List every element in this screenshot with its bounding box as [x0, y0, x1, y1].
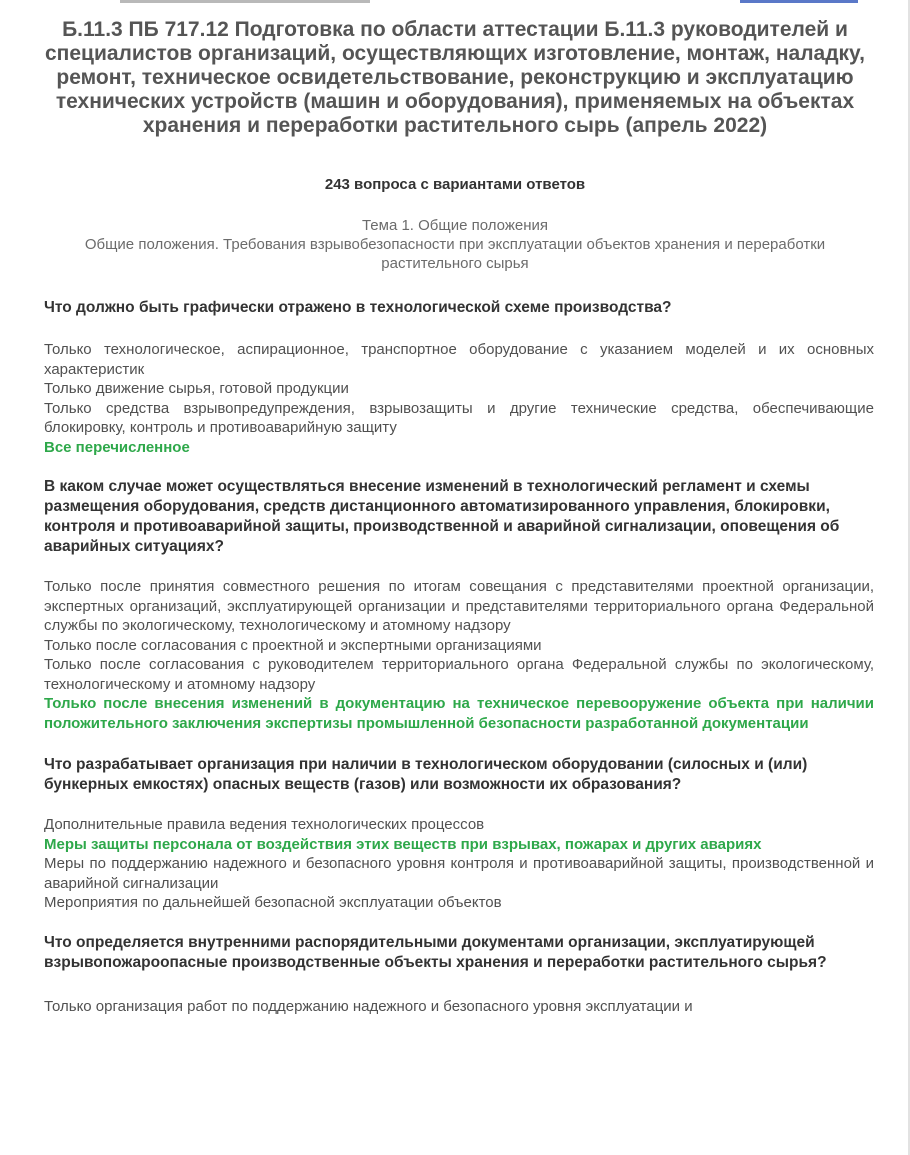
question-block — [44, 477, 874, 733]
correct-answer: Только после внесения изменений в документацию на техническое перевооружение объекта при наличии положительного заключения экспертизы промышленной безопасности разработанной документации — [44, 695, 874, 732]
topic-heading — [30, 216, 880, 273]
document-title: Б.11.3 ПБ 717.12 Подготовка по области аттестации Б.11.3 руководителей и специалистов организаций, осуществляющих изготовление, монтаж, наладку, ремонт, техническое освидетельствование, реконструкцию и эксплуатацию технических устройств (машин и оборудования), применяемых на объектах хранения и переработки растительного сырь (апрель 2022) — [45, 18, 865, 137]
topic-subtitle: Общие положения. Требования взрывобезопасности при эксплуатации объектов хранения и переработки растительного сырья — [84, 236, 826, 272]
cut-off-link-fragment — [740, 0, 858, 3]
answer-option: Мероприятия по дальнейшей безопасной эксплуатации объектов — [44, 894, 502, 911]
question-text: Что определяется внутренними распорядительными документами организации, эксплуатирующей взрывопожароопасные производственные объекты хранения и переработки растительного сырья? — [44, 933, 827, 971]
question-text: Что должно быть графически отражено в технологической схеме производства? — [44, 299, 672, 316]
questions-list — [44, 298, 874, 1032]
answer-option: Только средства взрывопредупреждения, взрывозащиты и другие технические средства, обеспечивающие блокировку, контроль и противоаварийную защиту — [44, 399, 874, 436]
question-block — [44, 933, 874, 1017]
correct-answer: Все перечисленное — [44, 438, 190, 456]
question-text: Что разрабатывает организация при наличии в технологическом оборудовании (силосных и (или) бункерных емкостях) опасных веществ (газов) или возможности их образования? — [44, 756, 808, 793]
answer-option: Только после принятия совместного решения по итогам совещания с представителями проектной организации, экспертных организаций, эксплуатирующей организации и представителями территориального органа Федеральной службы по экологическому, технологическому и атомному надзору — [44, 578, 874, 634]
answer-option: Меры по поддержанию надежного и безопасного уровня контроля и противоаварийной защиты, производственной и аварийной сигнализации — [44, 855, 874, 892]
question-block — [44, 755, 874, 913]
question-block — [44, 298, 874, 457]
answer-option: Дополнительные правила ведения технологических процессов — [44, 816, 485, 833]
answer-option: Только после согласования с проектной и экспертными организациями — [44, 636, 542, 654]
answer-option: Только движение сырья, готовой продукции — [44, 380, 349, 397]
topic-title: Тема 1. Общие положения — [361, 217, 549, 234]
answer-option: Только технологическое, аспирационное, транспортное оборудование с указанием моделей и их основных характеристик — [44, 341, 874, 378]
cut-off-previous-line — [40, 0, 870, 8]
correct-answer: Меры защиты персонала от воздействия этих веществ при взрывах, пожарах и других авариях — [44, 835, 762, 853]
cut-off-text-fragment — [120, 0, 370, 3]
answer-option: Только после согласования с руководителем территориального органа Федеральной службы по экологическому, технологическому и атомному надзору — [44, 656, 874, 693]
question-text: В каком случае может осуществляться внесение изменений в технологический регламент и схемы размещения оборудования, средств дистанционного автоматизированного управления, блокировки, контроля и противоаварийной защиты, производственной и аварийной сигнализации, оповещения об аварийных ситуациях? — [44, 478, 840, 555]
answer-option: Только организация работ по поддержанию надежного и безопасного уровня эксплуатации и — [44, 997, 693, 1015]
document-subtitle: 243 вопроса с вариантами ответов — [324, 176, 586, 193]
